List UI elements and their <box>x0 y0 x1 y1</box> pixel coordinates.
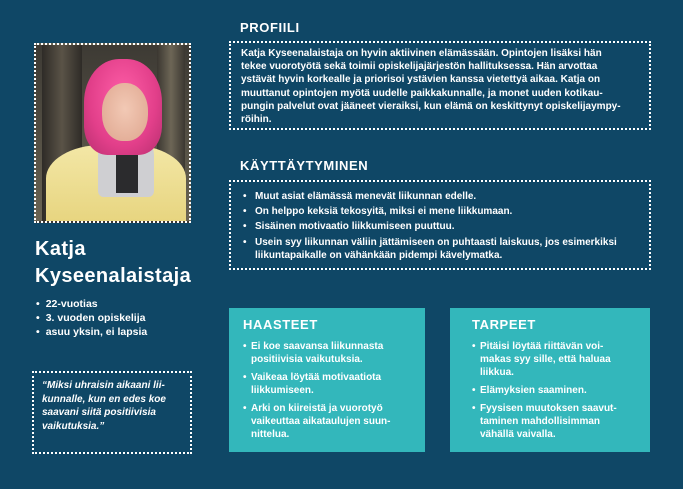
item-line: • Fyysisen muutoksen saavut- <box>480 403 617 414</box>
behavior-title: KÄYTTÄYTYMINEN <box>240 158 369 173</box>
profile-line: tekee vuorotyötä sekä toimii opiskelijajärjestön hallituksessa. Hän arvottaa <box>241 61 598 73</box>
persona-name <box>35 236 191 290</box>
quote-line: kunnalle, kun en edes koe <box>42 393 166 405</box>
list-item <box>470 384 638 397</box>
challenges-title: HAASTEET <box>243 317 318 332</box>
list-item <box>241 190 639 203</box>
fact-item: • asuu yksin, ei lapsia <box>36 325 147 339</box>
quote-line: “Miksi uhraisin aikaani lii- <box>42 380 165 391</box>
item-line: vaikeuttaa aikataulujen suun- <box>251 416 391 427</box>
item-line: vähällä vaivalla. <box>480 429 556 440</box>
item-line: liikkumiseen. <box>251 385 314 396</box>
item-line: positiivisia vaikutuksia. <box>251 354 363 365</box>
quote-line: saavani siitä positiivisia <box>42 407 156 418</box>
quote-line: vaikutuksia.” <box>42 420 105 432</box>
item-line: makas syy sille, että haluaa <box>480 354 611 365</box>
profile-box <box>229 41 651 130</box>
list-item <box>470 402 638 441</box>
profile-title: PROFIILI <box>240 20 300 35</box>
item-line: • Vaikeaa löytää motivaatiota <box>251 372 382 383</box>
item-line: • Ei koe saavansa liikunnasta <box>251 341 384 352</box>
needs-title: TARPEET <box>472 317 536 332</box>
item-line: • Sisäinen motivaatio liikkumiseen puuttuu. <box>255 221 455 233</box>
profile-line: pungin palvelut ovat jääneet vieraiksi, kun elämä on keskittynyt opiskelijaympy- <box>241 100 621 112</box>
item-line: liikuntapaikalle on vähänkään pidempi kävelymatka. <box>255 249 503 261</box>
behavior-box <box>229 180 651 270</box>
item-line: nittelua. <box>251 429 290 440</box>
list-item <box>241 236 639 262</box>
profile-line: röihin. <box>241 114 272 126</box>
item-line: • Elämyksien saaminen. <box>480 385 587 396</box>
profile-line: ystävät hyvin korkealle ja priorisoi ystävien kanssa vietettyä aikaa. Katja on <box>241 74 601 86</box>
list-item <box>241 340 413 366</box>
item-line: • Muut asiat elämässä menevät liikunnan edelle. <box>255 191 477 202</box>
item-line: • On helppo keksiä tekosyitä, miksi ei mene liikkumaan. <box>255 206 513 218</box>
item-line: • Pitäisi löytää riittävän voi- <box>480 341 604 352</box>
persona-last-name: Kyseenalaistaja <box>35 265 192 287</box>
persona-facts <box>36 297 147 339</box>
list-item <box>241 371 413 397</box>
list-item <box>241 402 413 441</box>
fact-item: • 3. vuoden opiskelija <box>36 311 147 325</box>
list-item <box>241 220 639 233</box>
item-line: • Usein syy liikunnan väliin jättämiseen on puhtaasti laiskuus, jos esimerkiksi <box>255 236 617 248</box>
item-line: taminen mahdollisimman <box>480 416 601 427</box>
list-item <box>241 205 639 218</box>
persona-first-name: Katja <box>35 238 86 260</box>
profile-line: Katja Kyseenalaistaja on hyvin aktiivinen elämässään. Opintojen lisäksi hän <box>241 48 602 59</box>
challenges-panel <box>229 308 425 452</box>
profile-line: muuttanut opintojen myötä uudelle paikkakunnalle, ja monet uuden kotikau- <box>241 87 603 99</box>
list-item <box>470 340 638 379</box>
item-line: • Arki on kiireistä ja vuorotyö <box>251 403 383 414</box>
fact-item: • 22-vuotias <box>36 297 147 311</box>
needs-panel <box>450 308 650 452</box>
persona-quote <box>32 371 192 454</box>
item-line: liikkua. <box>480 367 514 378</box>
persona-photo <box>34 43 191 223</box>
